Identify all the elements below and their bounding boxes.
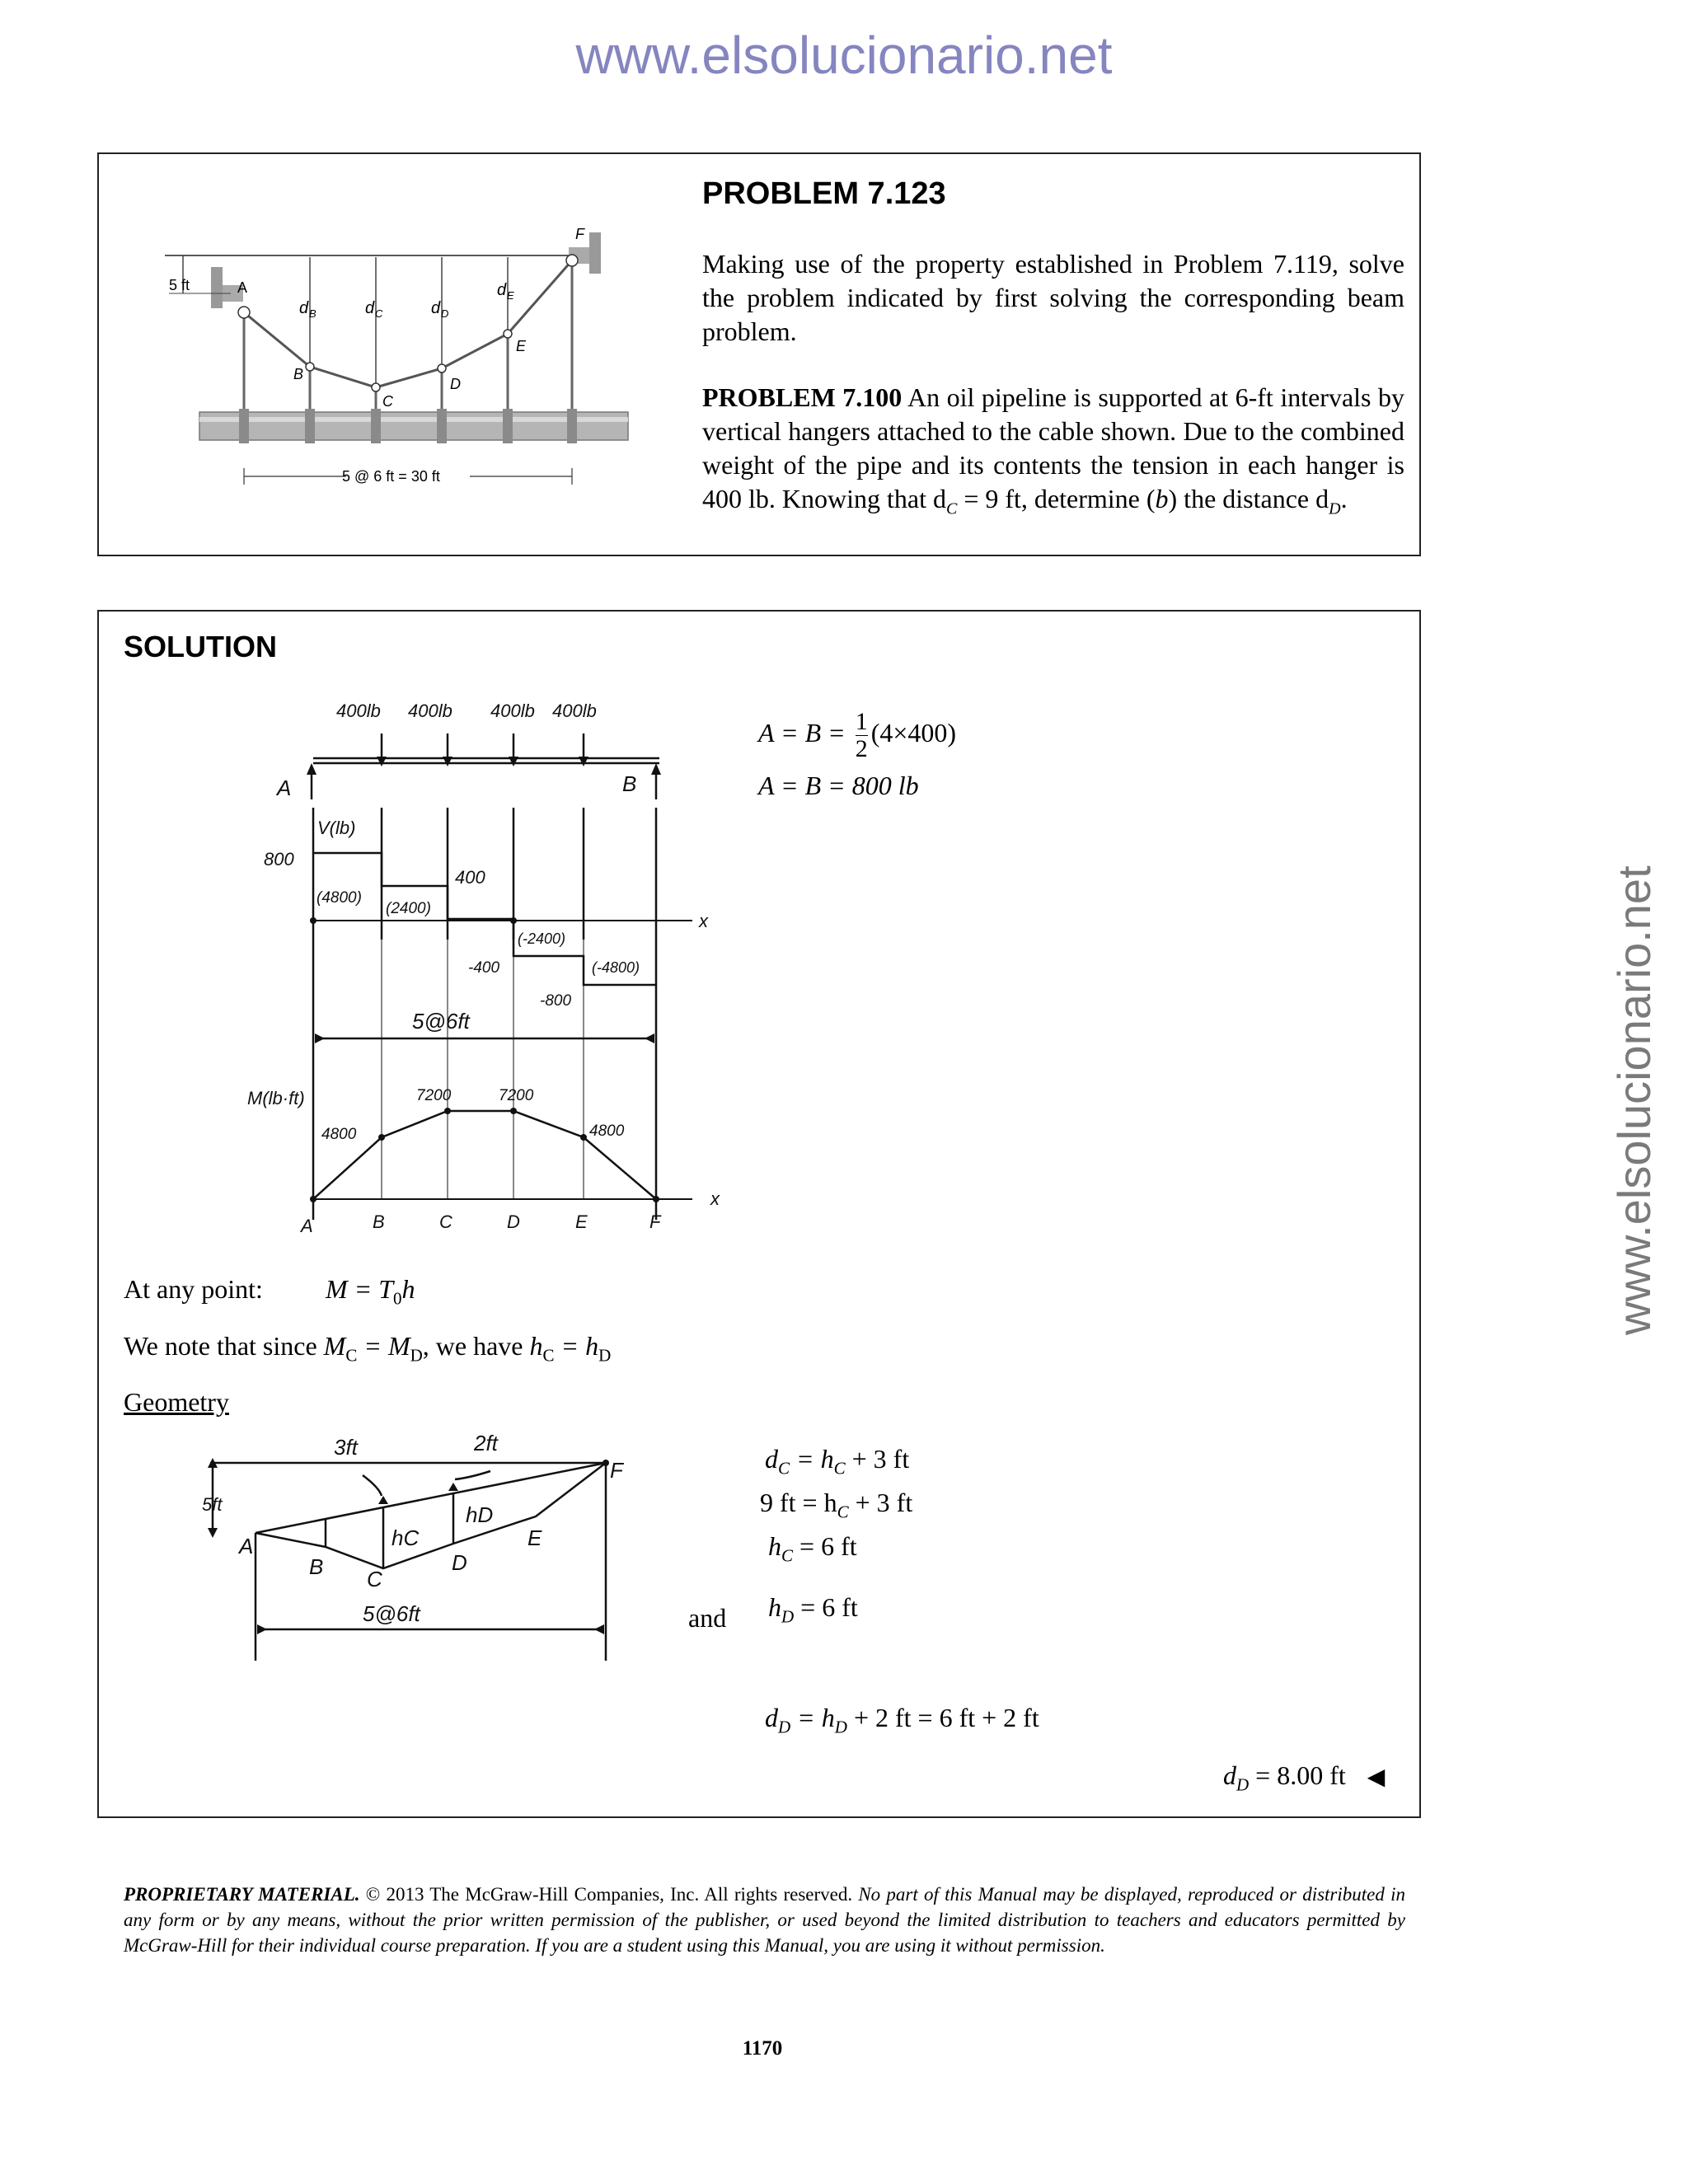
watermark-top[interactable]: www.elsolucionario.net	[575, 26, 1113, 85]
point-d-label: D	[450, 376, 461, 392]
geo-point-b: B	[309, 1554, 324, 1579]
g3-end: = 6 ft	[793, 1531, 857, 1561]
desc-sub1: C	[945, 499, 958, 518]
any-point-equation	[326, 1274, 415, 1309]
shear-area-1: (4800)	[316, 889, 362, 907]
moment-value-2: 7200	[416, 1087, 452, 1104]
note-eq1: M	[323, 1331, 346, 1361]
problem-description	[702, 381, 1404, 526]
geo-five-ft-label: 5ft	[202, 1494, 223, 1515]
g4-end: = 6 ft	[794, 1592, 858, 1622]
note-line	[124, 1331, 611, 1366]
dd-label: d	[431, 299, 441, 317]
shear-axis-label: V(lb)	[317, 818, 356, 838]
geometry-heading: Geometry	[124, 1387, 229, 1417]
g1-d: d	[765, 1444, 778, 1474]
problem-title: PROBLEM 7.123	[702, 176, 946, 211]
moment-point-c: C	[439, 1212, 452, 1232]
moment-point-b: B	[373, 1212, 385, 1232]
note-sub3: C	[542, 1345, 555, 1366]
footer-italic: No part of this Manual may be displayed, reproduced or distributed in any form or by any means, without the prior written permission of the publisher, or used beyond the limited distribution to teachers and educators permitted by McGraw-Hill for their individual course preparation. If you are a student using this Manual, you are using it without permission.	[124, 1884, 1405, 1956]
and-label: and	[688, 1603, 727, 1633]
frac-numerator: 1	[855, 708, 868, 735]
shear-value-neg800: -800	[540, 992, 572, 1010]
frac-denominator: 2	[855, 735, 868, 762]
geometry-eq-2	[760, 1488, 912, 1522]
moment-point-d: D	[507, 1212, 520, 1232]
reaction-lhs: A = B =	[758, 717, 852, 748]
desc-italic: b	[1155, 484, 1169, 513]
span-label: 5 @ 6 ft = 30 ft	[342, 468, 440, 485]
dd-sub: D	[441, 307, 449, 320]
any-point-label: At any point:	[124, 1274, 263, 1304]
desc-text3: ) the distance d	[1168, 484, 1329, 513]
note-eq3: h	[529, 1331, 543, 1361]
any-point-h: h	[401, 1274, 415, 1304]
desc-end: .	[1340, 484, 1348, 513]
geometry-sketch	[190, 1430, 651, 1669]
desc-text: An oil pipeline is supported at 6-ft intervals by vertical hangers attached to the cable shown. Due to the combined weight of the pipe and its contents the tension in each hanger is 400 lb. Knowing that d	[702, 382, 1405, 513]
three-ft-label: 3ft	[334, 1435, 358, 1460]
footer-upright: © 2013 The McGraw-Hill Companies, Inc. All rights reserved.	[359, 1884, 859, 1905]
geo-point-a: A	[239, 1534, 254, 1558]
note-sub2: D	[410, 1345, 423, 1366]
note-mid: , we have	[422, 1331, 530, 1361]
footer-bold: PROPRIETARY MATERIAL.	[124, 1884, 360, 1905]
reaction-equation-1	[758, 709, 956, 762]
moment-value-1: 4800	[321, 1126, 357, 1143]
shear-area-3: (-2400)	[518, 930, 566, 947]
two-ft-label: 2ft	[474, 1431, 498, 1455]
point-e-label: E	[516, 338, 527, 354]
g3-h: h	[768, 1531, 781, 1561]
g5-end: + 2 ft = 6 ft + 2 ft	[846, 1703, 1039, 1732]
db-label: d	[299, 299, 309, 317]
g1-rest: = h	[790, 1444, 834, 1474]
shear-area-2: (2400)	[386, 900, 431, 917]
shear-x-label: x	[699, 911, 708, 931]
g1-sub2: C	[833, 1458, 846, 1479]
copyright-notice	[124, 1882, 1405, 1958]
g5-sub: D	[778, 1717, 791, 1737]
moment-x-label: x	[710, 1188, 720, 1209]
moment-point-f: F	[649, 1212, 661, 1232]
moment-value-3: 7200	[499, 1087, 534, 1104]
moment-point-a: A	[301, 1216, 313, 1236]
g4-h: h	[768, 1592, 781, 1622]
any-point-sub: 0	[393, 1288, 402, 1309]
moment-value-4: 4800	[589, 1122, 625, 1140]
geometry-eq-3	[768, 1531, 857, 1566]
final-answer	[1223, 1760, 1385, 1795]
page-number: 1170	[742, 2037, 783, 2060]
ans-d: d	[1223, 1760, 1236, 1790]
shear-value-neg400: -400	[468, 959, 500, 977]
problem-statement: Making use of the property established in Problem 7.119, solve the problem indicated by first solving the corresponding beam problem.	[702, 249, 1404, 346]
g2-end: + 3 ft	[848, 1488, 913, 1517]
problem-ref: PROBLEM 7.100	[702, 382, 903, 412]
solution-title: SOLUTION	[124, 630, 277, 663]
shear-area-4: (-4800)	[592, 959, 640, 976]
end-b-label: B	[622, 771, 637, 796]
any-point-eq: M = T	[326, 1274, 394, 1304]
answer-marker-icon: ◀	[1367, 1763, 1386, 1790]
reaction-equation-2: A = B = 800 lb	[758, 771, 919, 800]
geo-point-f: F	[610, 1458, 623, 1483]
g4-sub: D	[781, 1606, 795, 1627]
end-a-label: A	[277, 776, 292, 800]
ans-end: = 8.00 ft	[1249, 1760, 1346, 1790]
point-a-label: A	[237, 279, 248, 296]
reaction-rhs: (4×400)	[870, 717, 957, 748]
g5-sub2: D	[834, 1717, 847, 1737]
dc-label: d	[365, 299, 375, 317]
db-sub: B	[309, 307, 316, 320]
load-label-4: 400lb	[552, 701, 597, 721]
note-sub4: D	[598, 1345, 612, 1366]
watermark-side[interactable]: www.elsolucionario.net	[1608, 865, 1660, 1335]
note-eq2: = M	[357, 1331, 410, 1361]
load-label-1: 400lb	[336, 701, 381, 721]
desc-text2: = 9 ft, determine (	[957, 484, 1156, 513]
point-f-label: F	[575, 226, 584, 242]
geo-point-d: D	[452, 1550, 467, 1575]
geometry-eq-4	[768, 1592, 858, 1627]
desc-sub2: D	[1329, 499, 1341, 518]
g1-end: + 3 ft	[845, 1444, 910, 1474]
hc-label: hC	[392, 1526, 420, 1550]
g5-mid: = h	[790, 1703, 835, 1732]
note-pre: We note that since	[124, 1331, 324, 1361]
pipeline-figure	[148, 214, 643, 494]
geometry-eq-5	[765, 1703, 1039, 1737]
de-sub: E	[507, 289, 514, 302]
shear-value-400: 400	[455, 867, 485, 888]
load-label-3: 400lb	[490, 701, 535, 721]
point-b-label: B	[293, 366, 304, 382]
beam-diagram-sketch	[247, 692, 758, 1236]
hd-label: hD	[466, 1502, 494, 1527]
g1-sub: C	[778, 1458, 790, 1479]
shear-value-800: 800	[264, 849, 294, 869]
g5-d: d	[765, 1703, 778, 1732]
geo-span-label: 5@6ft	[363, 1601, 420, 1626]
geo-point-c: C	[367, 1567, 382, 1591]
point-c-label: C	[382, 393, 393, 410]
five-ft-label: 5 ft	[169, 277, 190, 293]
ans-sub: D	[1236, 1774, 1250, 1795]
g3-sub: C	[781, 1545, 794, 1566]
de-label: d	[497, 281, 507, 299]
dc-sub: C	[375, 307, 383, 320]
note-eq4: = h	[554, 1331, 599, 1361]
moment-point-e: E	[575, 1212, 588, 1232]
note-sub1: C	[345, 1345, 358, 1366]
g2-text: 9 ft = h	[760, 1488, 837, 1517]
geo-point-e: E	[528, 1526, 542, 1550]
load-label-2: 400lb	[408, 701, 452, 721]
moment-axis-label: M(lb·ft)	[247, 1088, 305, 1108]
g2-sub: C	[837, 1502, 849, 1522]
geometry-eq-1	[765, 1444, 909, 1479]
beam-span-label: 5@6ft	[412, 1009, 470, 1033]
